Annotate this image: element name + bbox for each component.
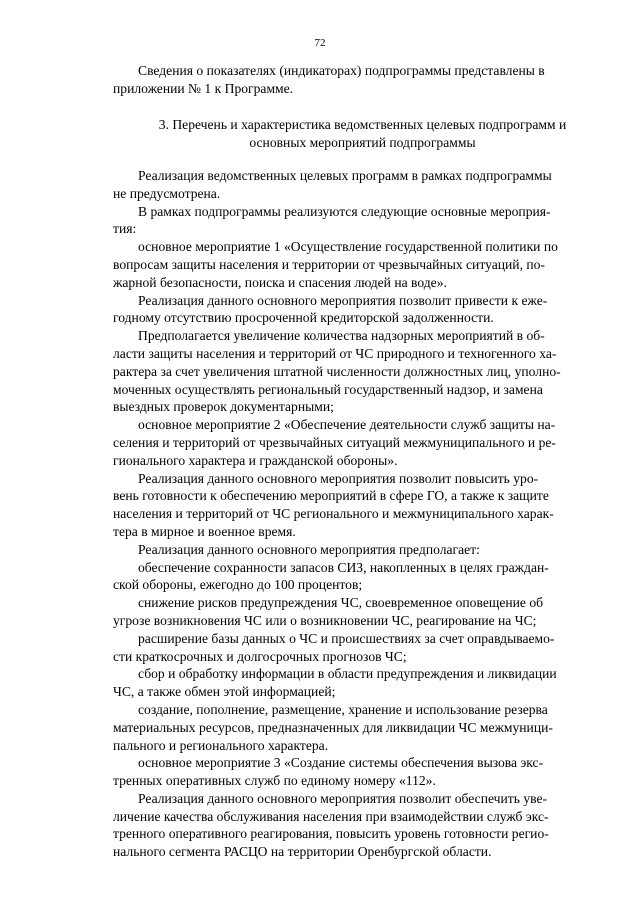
text-line: В рамках подпрограммы реализуются следующие основные мероприя- [138,203,551,219]
heading-line: основных мероприятий подпрограммы [249,134,476,150]
text-line: материальных ресурсов, предназначенных для ликвидации ЧС межмуници- [113,719,553,735]
text-line: сти краткосрочных и долгосрочных прогнозов ЧС; [113,648,407,664]
text-line: гионального характера и гражданской обороны». [113,452,398,468]
text-line: личение качества обслуживания населения при взаимодействии служб экс- [113,808,549,824]
text-line: сбор и обработку информации в области предупреждения и ликвидации [138,666,557,682]
text-line: тия: [113,221,137,237]
text-line: вень готовности к обеспечению мероприятий в сфере ГО, а также к защите [113,488,549,504]
text-line: не предусмотрена. [113,185,221,201]
text-line: ласти защиты населения и территорий от ЧС природного и техногенного ха- [113,345,557,361]
text-line: селения и территорий от чрезвычайных ситуаций межмуниципального и ре- [113,434,556,450]
text-line: снижение рисков предупреждения ЧС, своевременное оповещение об [138,595,544,611]
text-line: расширение базы данных о ЧС и происшествиях за счет оправдываемо- [138,630,555,646]
text-line: моченных осуществлять региональный государственный надзор, и замена [113,381,543,397]
text-line: Реализация данного основного мероприятия позволит повысить уро- [138,470,539,486]
text-line: вопросам защиты населения и территории от чрезвычайных ситуаций, по- [113,256,545,272]
text-line: основное мероприятие 1 «Осуществление государственной политики по [138,239,558,255]
text-line: жарной безопасности, поиска и спасения людей на воде». [113,274,447,290]
text-line: приложении № 1 к Программе. [113,80,294,96]
text-line: обеспечение сохранности запасов СИЗ, накопленных в целях граждан- [138,559,549,575]
text-line: основное мероприятие 3 «Создание системы обеспечения вызова экс- [138,755,544,771]
text-line: тера в мирное и военное время. [113,523,296,539]
text-line: рактера за счет увеличения штатной численности должностных лиц, уполно- [113,363,561,379]
text-line: выездных проверок документарными; [113,399,334,415]
text-line: Сведения о показателях (индикаторах) подпрограммы представлены в [138,63,545,78]
section-heading [113,116,612,152]
body-text [113,167,612,861]
text-line: годному отсутствию просроченной кредиторской задолженности. [113,310,494,326]
text-line: создание, пополнение, размещение, хранение и использование резерва [138,701,548,717]
text-line: Реализация ведомственных целевых программ в рамках подпрограммы [138,168,552,183]
text-line: нального сегмента РАСЦО на территории Оренбургской области. [113,844,492,860]
text-line: ской обороны, ежегодно до 100 процентов; [113,577,363,593]
paragraph-reference [113,62,612,98]
text-line: населения и территорий от ЧС регионального и межмуниципального харак- [113,506,554,522]
page-number: 72 [314,37,326,49]
text-line: тренного оперативного реагирования, повысить уровень готовности регио- [113,826,549,842]
text-line: Реализация данного основного мероприятия предполагает: [138,541,480,557]
heading-line: 3. Перечень и характеристика ведомственных целевых подпрограмм и [158,117,567,132]
text-line: тренных оперативных служб по единому номеру «112». [113,773,436,789]
text-line: ЧС, а также обмен этой информацией; [113,684,336,700]
text-line: основное мероприятие 2 «Обеспечение деятельности служб защиты на- [138,417,556,433]
text-line: Реализация данного основного мероприятия позволит обеспечить уве- [138,790,548,806]
text-line: угрозе возникновения ЧС или о возникновении ЧС, реагирование на ЧС; [113,612,537,628]
text-line: пального и регионального характера. [113,737,329,753]
text-line: Реализация данного основного мероприятия позволит привести к еже- [138,292,548,308]
text-line: Предполагается увеличение количества надзорных мероприятий в об- [138,328,545,344]
